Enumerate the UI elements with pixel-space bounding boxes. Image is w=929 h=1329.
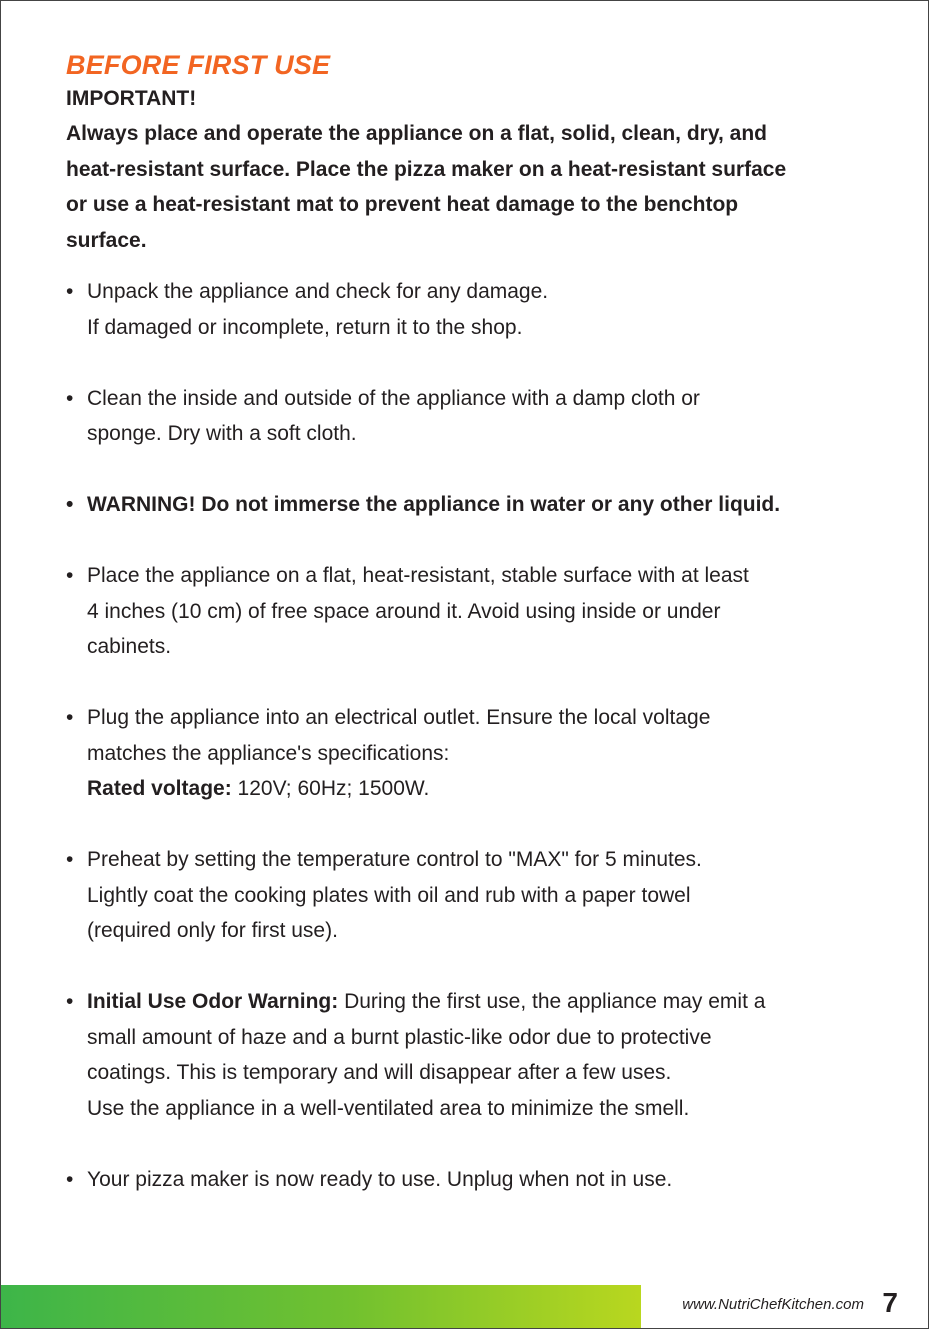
bullet-icon: • [66,564,74,587]
list-item-line: Unpack the appliance and check for any damage. [87,280,549,303]
warning-text: WARNING! Do not immerse the appliance in water or any other liquid. [87,493,781,516]
list-item-line: Clean the inside and outside of the appliance with a damp cloth or [87,386,700,410]
rated-voltage-label: Rated voltage: [87,777,232,800]
list-item-line: Plug the appliance into an electrical outlet. Ensure the local voltage [87,706,711,729]
list-item-line: coatings. This is temporary and will disappear after a few uses. [87,1061,672,1084]
list-item-plug [66,700,876,807]
list-item-line: Place the appliance on a flat, heat-resistant, stable surface with at least [87,564,749,587]
list-item-line: small amount of haze and a burnt plastic-like odor due to protective [87,1025,712,1049]
bullet-icon: • [66,386,74,410]
important-line: Always place and operate the appliance on a flat, solid, clean, dry, and [66,122,767,145]
list-item-line: Use the appliance in a well-ventilated area to minimize the smell. [87,1096,690,1120]
list-item-ready [66,1162,876,1198]
odor-warning-first-line [87,984,876,1020]
instruction-list [66,274,876,1197]
list-item-line: (required only for first use). [87,919,338,942]
page-content [66,48,876,1233]
rated-voltage-line [87,771,876,807]
important-line: surface. [66,228,147,252]
footer-gradient-bar [1,1285,641,1328]
page-number: 7 [882,1287,898,1318]
page-footer [1,1285,928,1328]
important-label: IMPORTANT! [66,87,197,110]
list-item-line: matches the appliance's specifications: [87,741,450,765]
important-line: or use a heat-resistant mat to prevent heat damage to the benchtop [66,193,739,216]
list-item-preheat [66,842,876,949]
list-item-warning [66,487,876,523]
bullet-icon: • [66,493,74,516]
website-link[interactable]: www.NutriChefKitchen.com [682,1296,864,1313]
list-item-line: Preheat by setting the temperature control to "MAX" for 5 minutes. [87,848,702,871]
bullet-icon: • [66,990,74,1013]
bullet-icon: • [66,1167,74,1191]
section-title: BEFORE FIRST USE [66,50,331,80]
list-item-clean [66,381,876,452]
list-item-line: Your pizza maker is now ready to use. Unplug when not in use. [87,1167,673,1191]
list-item-placement [66,558,876,665]
odor-warning-text: During the first use, the appliance may emit a [338,990,766,1013]
important-notice [66,116,876,258]
list-item-line: If damaged or incomplete, return it to the shop. [87,315,523,339]
bullet-icon: • [66,280,74,303]
list-item-line: sponge. Dry with a soft cloth. [87,422,357,445]
list-item-unpack [66,274,876,345]
bullet-icon: • [66,706,74,729]
list-item-odor-warning [66,984,876,1126]
list-item-line: Lightly coat the cooking plates with oil and rub with a paper towel [87,883,691,907]
list-item-line: 4 inches (10 cm) of free space around it. Avoid using inside or under [87,599,721,623]
odor-warning-label: Initial Use Odor Warning: [87,990,339,1013]
list-item-line: cabinets. [87,635,172,658]
important-line: heat-resistant surface. Place the pizza maker on a heat-resistant surface [66,157,787,181]
rated-voltage-value: 120V; 60Hz; 1500W. [231,777,430,800]
bullet-icon: • [66,848,74,871]
